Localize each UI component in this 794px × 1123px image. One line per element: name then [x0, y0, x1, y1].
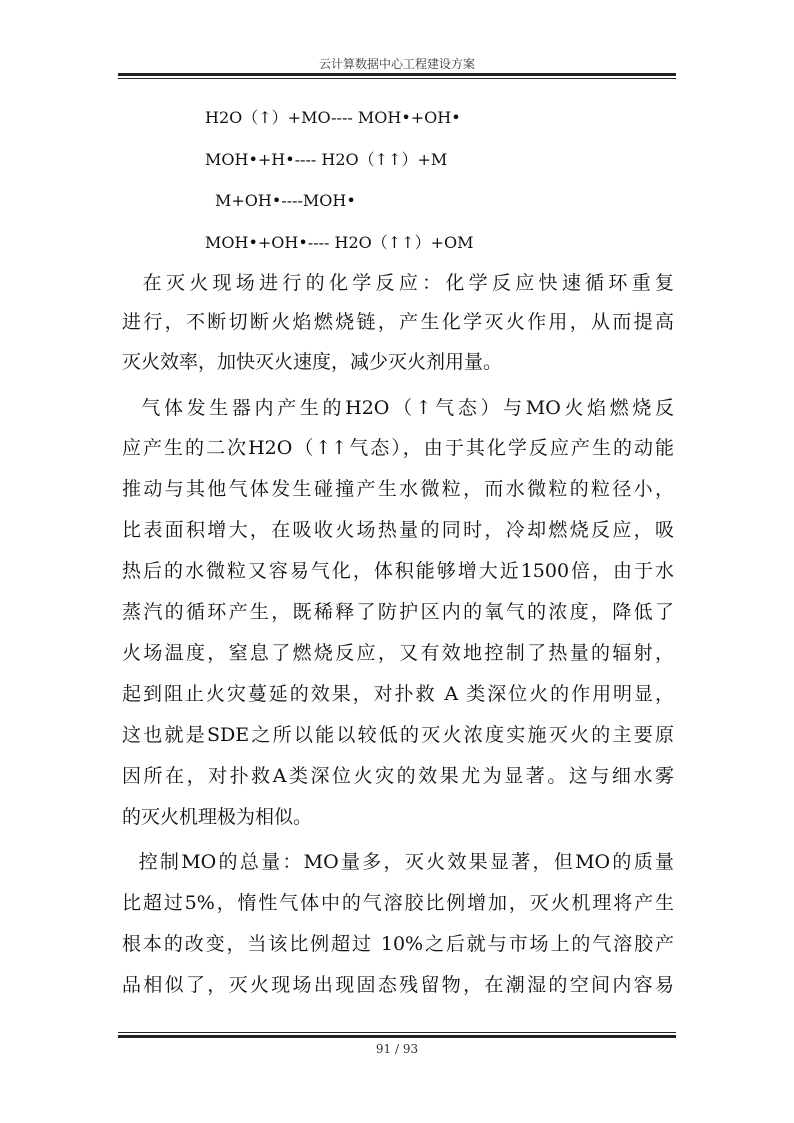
page-number: 91 / 93 [375, 1042, 419, 1056]
footer-rule-thick [118, 1035, 676, 1038]
text-line: 热后的水微粒又容易气化，体积能够增大近1500倍，由于水 [122, 560, 674, 582]
header-rule-thin [118, 78, 676, 79]
page-header-title: 云计算数据中心工程建设方案 [318, 57, 475, 71]
formula-line: MOH•+OH•---- H2O（↑↑）+OM [205, 233, 474, 252]
formula-line: M+OH•----MOH• [215, 191, 356, 210]
text-line: 根本的改变，当该比例超过 10%之后就与市场上的气溶胶产 [122, 933, 674, 955]
text-line: 比表面积增大，在吸收火场热量的同时，冷却燃烧反应，吸 [122, 519, 674, 541]
text-line: 控制MO的总量：MO量多，灭火效果显著，但MO的质量 [122, 851, 674, 873]
formula-line: MOH•+H•---- H2O（↑↑）+M [205, 150, 448, 169]
text-line: 的灭火机理极为相似。 [122, 806, 313, 828]
text-line: 进行，不断切断火焰燃烧链，产生化学灭火作用，从而提高 [122, 311, 674, 333]
text-line: 起到阻止火灾蔓延的效果，对扑救 A 类深位火的作用明显， [122, 683, 674, 705]
footer-rule-thin [118, 1032, 676, 1033]
text-line: 灭火效率，加快灭火速度，减少灭火剂用量。 [122, 351, 503, 373]
text-line: 比超过5%，惰性气体中的气溶胶比例增加，灭火机理将产生 [122, 892, 674, 914]
text-line: 火场温度，窒息了燃烧反应，又有效地控制了热量的辐射， [122, 642, 674, 664]
text-line: 推动与其他气体发生碰撞产生水微粒，而水微粒的粒径小， [122, 478, 674, 500]
text-line: 这也就是SDE之所以能以较低的灭火浓度实施灭火的主要原 [122, 724, 674, 746]
text-line: 因所在，对扑救A类深位火灾的效果尤为显著。这与细水雾 [122, 765, 674, 787]
text-line: 应产生的二次H2O（↑↑气态），由于其化学反应产生的动能 [122, 437, 674, 459]
text-line: 在灭火现场进行的化学反应：化学反应快速循环重复 [122, 272, 674, 294]
header-rule-thick [118, 73, 676, 76]
text-line: 气体发生器内产生的H2O（↑气态）与MO火焰燃烧反 [122, 397, 674, 419]
formula-line: H2O（↑）+MO---- MOH•+OH• [205, 108, 461, 127]
text-line: 蒸汽的循环产生，既稀释了防护区内的氧气的浓度，降低了 [122, 601, 674, 623]
text-line: 品相似了，灭火现场出现固态残留物，在潮湿的空间内容易 [122, 974, 674, 996]
